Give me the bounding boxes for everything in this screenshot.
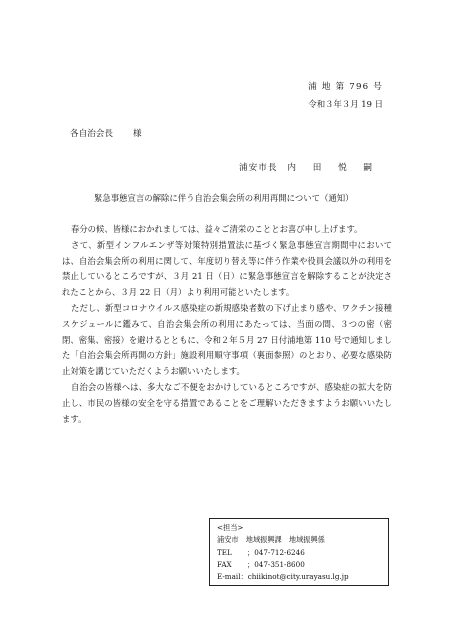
- sender-name: 内 田 悦 嗣: [287, 163, 379, 173]
- recipient: 各自治会長: [70, 129, 113, 139]
- paragraph-reopening: さて、新型インフルエンザ等対策特別措置法に基づく緊急事態宣言期間中においては、自治会集会所の利用に関して、年度切り替え等に伴う作業や役員会議以外の利用を禁止しているところですが、３月 21 日（日）に緊急事態宣言を解除することが決定されたことから、３月 22 日（月）より利用可能といたします。: [62, 239, 392, 298]
- contact-department: 浦安市 地域振興課 地域振興係: [217, 535, 325, 545]
- contact-box: [209, 518, 389, 586]
- paragraph-precautions: ただし、新型コロナウイルス感染症の新規感染者数の下げ止まり感や、ワクチン接種スケジュールに鑑みて、自治会集会所の利用にあたっては、当面の間、３つの密（密閉、密集、密接）を避けるとともに、令和２年５月 27 日付浦地第 110 号で通知しました「自治会集会所再開の方針」施設利用順守事項（裏面参照）のとおり、必要な感染防止対策を講じていただくようお願いいたします。: [62, 302, 392, 377]
- sender-title: 浦安市長: [239, 163, 278, 173]
- contact-fax: [217, 559, 381, 571]
- contact-tel-label: TEL: [217, 547, 232, 557]
- document-body: [62, 222, 392, 427]
- contact-tel: [217, 547, 381, 559]
- contact-email-value: ：chiikinot@city.urayasu.lg.jp: [240, 572, 349, 582]
- contact-fax-value: ；047-351-8600: [247, 559, 305, 569]
- contact-email-label: E-mail: [217, 572, 241, 582]
- document-date: 令和３年３月 19 日: [308, 99, 383, 109]
- sender-line: [239, 161, 379, 173]
- paragraph-greeting: 春分の候、皆様におかれましては、益々ご清栄のこととお喜び申し上げます。: [71, 224, 363, 234]
- recipient-line: [70, 127, 142, 139]
- recipient-honorific: 様: [132, 129, 142, 139]
- contact-heading: <担当>: [217, 523, 244, 532]
- contact-fax-label: FAX: [217, 559, 232, 569]
- paragraph-closing: 自治会の皆様へは、多大なご不便をおかけしているところですが、感染症の拡大を防止し、市民の皆様の安全を守る措置であることをご理解いただきますようお願いいたします。: [62, 381, 392, 424]
- document-number: 浦 地 第 796 号: [308, 82, 383, 92]
- contact-email: [217, 571, 381, 583]
- document-subject: 緊急事態宣言の解除に伴う自治会集会所の利用再開について（通知）: [94, 193, 354, 203]
- contact-tel-value: ；047-712-6246: [247, 547, 305, 557]
